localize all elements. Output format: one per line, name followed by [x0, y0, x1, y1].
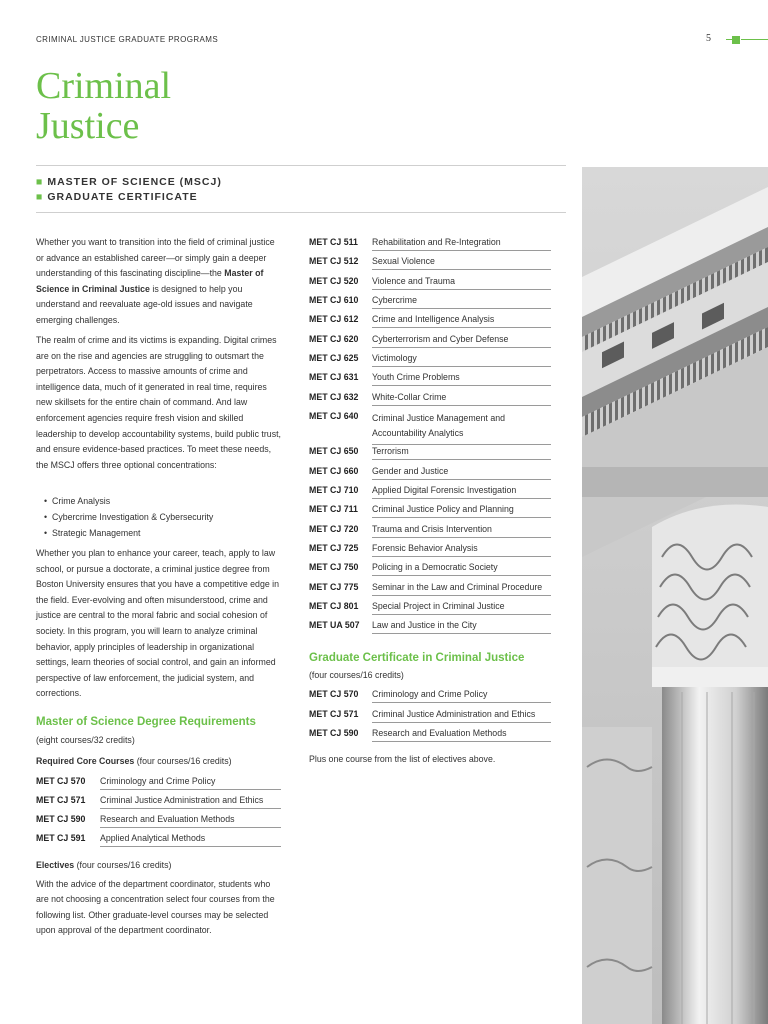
course-row	[309, 618, 551, 637]
course-title: Cyberterrorism and Cyber Defense	[372, 334, 551, 348]
divider	[36, 212, 566, 213]
course-code: MET CJ 620	[309, 333, 359, 344]
section-heading: Master of Science Degree Requirements	[36, 716, 256, 728]
course-title: Forensic Behavior Analysis	[372, 543, 551, 557]
course-title: Cybercrime	[372, 295, 551, 309]
course-row	[309, 254, 551, 273]
course-title: Criminal Justice Management and Accountability Analytics	[372, 411, 551, 445]
course-title: Policing in a Democratic Society	[372, 562, 551, 576]
course-code: MET CJ 710	[309, 484, 359, 495]
course-code: MET CJ 511	[309, 237, 358, 247]
course-title: Crime and Intelligence Analysis	[372, 314, 551, 328]
page-number: 5	[706, 33, 711, 44]
page-title	[36, 66, 171, 146]
course-title: Trauma and Crisis Intervention	[372, 524, 551, 538]
course-row: MET CJ 590 Research and Evaluation Methods	[36, 812, 281, 831]
course-code: MET CJ 660	[309, 465, 359, 476]
intro-paragraph: The realm of crime and its victims is expanding. Digital crimes are on the rise and agencies are struggling to outsmart the perpetrators. Access to massive amounts of crime and intelligence data, much of it generated in real time, requires new skillsets for the entire chain of command. And law enforcement agencies require fresh vision and skilled leadership to develop accountability systems, build public trust, and ensure evidence-based practices. To meet these needs, the MSCJ offers three optional concentrations:	[36, 335, 281, 470]
concentration-item: • Crime Analysis	[44, 496, 111, 506]
course-title: Terrorism	[372, 446, 551, 460]
course-row: MET CJ 590 Research and Evaluation Methods	[309, 726, 551, 745]
course-title: Violence and Trauma	[372, 276, 551, 290]
course-code: MET CJ 520	[309, 275, 359, 286]
course-code: MET CJ 650	[309, 446, 359, 457]
course-row: MET CJ 591 Applied Analytical Methods	[36, 831, 281, 850]
course-code: MET CJ 612	[309, 314, 359, 325]
course-code: MET CJ 610	[309, 295, 359, 306]
course-code: MET CJ 801	[309, 600, 359, 611]
divider	[36, 165, 566, 166]
course-code: MET CJ 625	[309, 353, 359, 364]
course-code: MET CJ 711	[309, 504, 358, 515]
title-line: Justice	[36, 105, 140, 147]
course-row	[309, 390, 551, 409]
intro-paragraph: Whether you want to transition into the field of criminal justice or advance an established career—or simply gain a deeper understanding of this fascinating discipline—the Master of Science in Criminal Justice is designed to help you understand and reevaluate age-old issues and navigate emerging challenges.	[36, 237, 275, 325]
course-code: MET CJ 632	[309, 391, 359, 402]
course-row	[309, 483, 551, 502]
course-row	[309, 370, 551, 389]
course-code: MET CJ 725	[309, 542, 359, 553]
course-title: Victimology	[372, 353, 551, 367]
electives-paragraph: With the advice of the department coordinator, students who are not choosing a concentration select four courses from the following list. Other graduate-level courses may be selected upon approval of the department coordinator.	[36, 879, 275, 936]
course-row	[309, 560, 551, 579]
course-title: Applied Digital Forensic Investigation	[372, 485, 551, 499]
course-row: MET CJ 571 Criminal Justice Administration and Ethics	[309, 707, 551, 726]
course-row: MET CJ 570 Criminology and Crime Policy	[309, 687, 551, 706]
course-row	[309, 541, 551, 560]
title-line: Criminal	[36, 65, 172, 107]
course-row	[309, 464, 551, 483]
course-row	[309, 599, 551, 618]
course-title: Special Project in Criminal Justice	[372, 601, 551, 615]
course-code: MET CJ 631	[309, 372, 359, 383]
course-row	[309, 444, 551, 463]
course-title: Youth Crime Problems	[372, 372, 551, 386]
degree-item: ■ MASTER OF SCIENCE (MSCJ)	[36, 176, 222, 188]
intro-paragraph: Whether you plan to enhance your career, teach, apply to law school, or pursue a doctorate, a criminal justice degree from Boston University ensures that you have a competitive edge in the field. Ever-evolving and often misunderstood, crime and justice are central to the moral fabric and social cohesion of society. In this program, you will learn to analyze criminal behavior, apply principles of leadership in organizational settings, learn theories of social control, and gain an informed perspective of law enforcement, the judicial system, and corrections.	[36, 548, 280, 699]
course-code: MET CJ 775	[309, 581, 359, 592]
course-title: Gender and Justice	[372, 466, 551, 480]
course-row	[309, 522, 551, 541]
electives-label: Electives (four courses/16 credits)	[36, 860, 172, 870]
certificate-note: Plus one course from the list of electives above.	[309, 754, 496, 764]
course-row	[309, 293, 551, 312]
course-code: MET UA 507	[309, 620, 360, 631]
running-header: CRIMINAL JUSTICE GRADUATE PROGRAMS	[36, 35, 219, 44]
course-row	[309, 409, 551, 444]
degree-item: ■ GRADUATE CERTIFICATE	[36, 191, 198, 203]
course-code: MET CJ 720	[309, 523, 359, 534]
course-row: MET CJ 571 Criminal Justice Administration and Ethics	[36, 793, 281, 812]
page-marker-line	[741, 39, 768, 40]
course-row	[309, 502, 551, 521]
course-code: MET CJ 640	[309, 411, 359, 422]
course-title: Seminar in the Law and Criminal Procedure	[372, 582, 551, 596]
page-marker-square	[732, 36, 740, 44]
course-row	[309, 332, 551, 351]
course-title: Criminal Justice Policy and Planning	[372, 504, 551, 518]
course-title: Rehabilitation and Re-Integration	[372, 237, 551, 251]
course-row	[309, 351, 551, 370]
course-code: MET CJ 512	[309, 256, 359, 267]
section-heading: Graduate Certificate in Criminal Justice	[309, 652, 525, 664]
credits-note: (four courses/16 credits)	[309, 670, 404, 680]
concentration-item: • Cybercrime Investigation & Cybersecurity	[44, 512, 214, 522]
course-row	[309, 580, 551, 599]
column-photo	[582, 167, 768, 1024]
course-title: Law and Justice in the City	[372, 620, 551, 634]
course-title: White-Collar Crime	[372, 392, 551, 406]
credits-note: (eight courses/32 credits)	[36, 735, 135, 745]
course-row	[309, 274, 551, 293]
course-row	[309, 312, 551, 331]
course-title: Sexual Violence	[372, 256, 551, 270]
course-row: MET CJ 570 Criminology and Crime Policy	[36, 774, 281, 793]
course-code: MET CJ 750	[309, 562, 359, 573]
concentration-item: • Strategic Management	[44, 528, 141, 538]
core-courses-label: Required Core Courses (four courses/16 credits)	[36, 756, 232, 766]
course-row	[309, 235, 551, 254]
